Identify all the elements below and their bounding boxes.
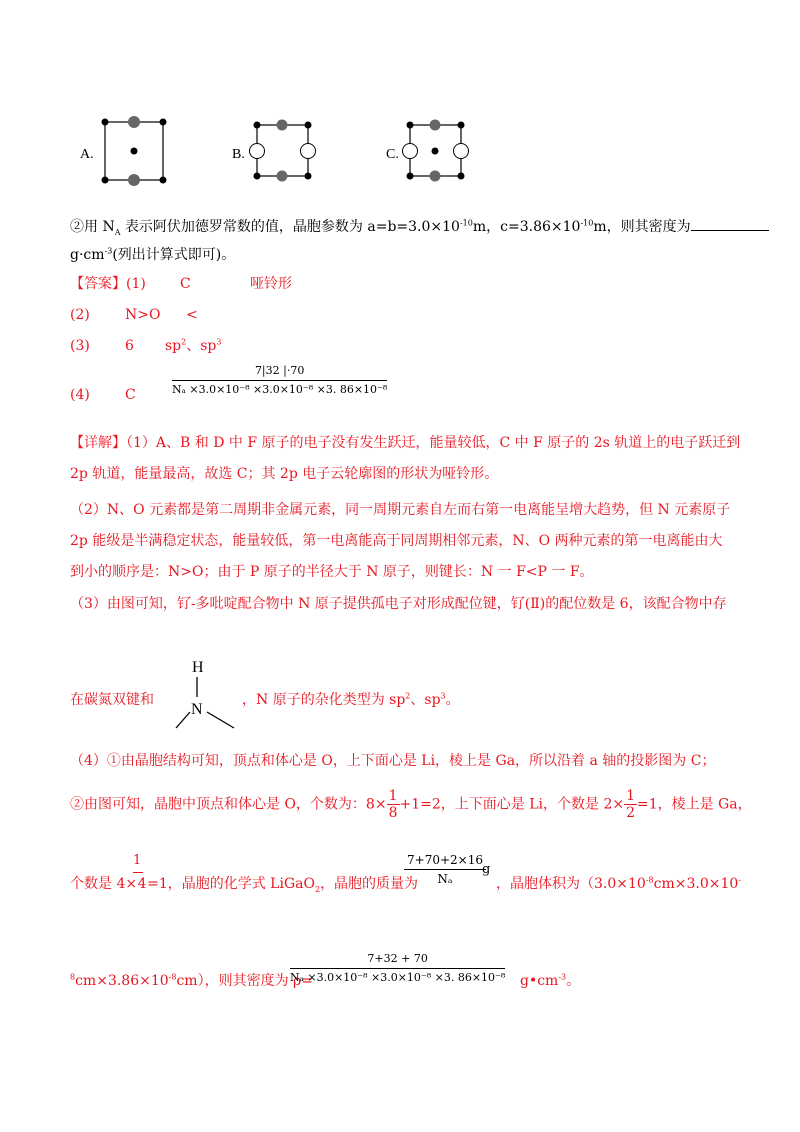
detail-p2-line3: 到小的顺序是：N>O；由于 P 原子的半径大于 N 原子，则键长：N 一 F<P 一 F。 [70, 564, 594, 580]
figure-c-atom [407, 122, 414, 129]
answer-value: C [180, 276, 191, 292]
detail-text: 、sp [410, 692, 441, 708]
nh-structure-figure [172, 655, 242, 735]
answer-number: (4) [70, 387, 90, 403]
density-unit [520, 971, 580, 991]
fraction-numerator: 1 [626, 788, 636, 804]
answer-text: sp [165, 338, 182, 354]
figure-c-atom-white [403, 144, 418, 159]
answer-value: 6 [125, 338, 134, 354]
figure-c-label: C. [386, 147, 399, 162]
detail-p3-line2-end [242, 690, 460, 710]
detail-p4-line2 [70, 788, 752, 821]
detail-text: 。 [445, 692, 460, 708]
figure-a-atom [102, 177, 109, 184]
figure-c-atom-gray [430, 171, 441, 182]
detail-text: +1=2，上下面心是 Li，个数是 2× [399, 796, 625, 813]
detail-label: 【详解】 [70, 435, 126, 451]
fraction-quarter-bar [133, 872, 143, 873]
answer-sup: 2 [181, 337, 187, 347]
detail-p4-line3 [70, 874, 418, 894]
detail-text: g•cm [520, 973, 559, 989]
detail-sup: -3 [558, 972, 567, 982]
fraction-numerator: 7+70+2×16 [404, 851, 486, 870]
answer-sup: 3 [216, 337, 222, 347]
fraction-one-half [624, 788, 637, 821]
fraction-numerator: 7+32 + 70 [290, 950, 505, 969]
detail-p4-line4 [70, 971, 313, 991]
answer-line-1 [70, 274, 146, 294]
detail-text: cm×3.86×10 [75, 973, 169, 989]
detail-text: ，N 原子的杂化类型为 sp [242, 692, 406, 708]
detail-p4-line1: （4）①由晶胞结构可知，顶点和体心是 O，上下面心是 Li，棱上是 Ga，所以沿着 a 轴的投影图为 C； [70, 753, 716, 769]
detail-sup: - [738, 875, 741, 885]
question-text: ②用 N [70, 219, 115, 235]
fraction-denominator: 2 [626, 805, 636, 821]
answer-number: (1) [126, 276, 146, 292]
fraction-denominator: Nₐ ×3.0×10⁻⁸ ×3.0×10⁻⁸ ×3. 86×10⁻⁸ [290, 971, 506, 984]
fraction-numerator: 7|32 |·70 [172, 362, 387, 381]
fraction-denominator: 8 [388, 805, 398, 821]
question-text: (列出计算式即可)。 [112, 247, 236, 263]
figure-b-atom-gray [277, 120, 288, 131]
detail-text: cm），则其密度为 ρ= [176, 973, 313, 989]
answer-density-fraction [172, 362, 387, 399]
figure-c-atom-white [454, 144, 469, 159]
figure-b-atom [254, 122, 261, 129]
fraction-numerator: 1 [388, 788, 398, 804]
detail-text: =1，晶胞的化学式 LiGaO [147, 876, 315, 892]
figure-c-atom [458, 173, 465, 180]
answer-number: (3) [70, 338, 90, 354]
answer-blank [691, 216, 769, 231]
question-text: 表示阿伏加德罗常数的值，晶胞参数为 a=b=3.0×10 [120, 219, 460, 235]
figure-a-atom-gray [128, 174, 140, 186]
detail-sup: 2 [405, 691, 411, 701]
figure-b-label: B. [232, 147, 245, 162]
question-sub: A [114, 227, 121, 237]
figure-a-label: A. [80, 147, 94, 162]
question-sup: -3 [104, 246, 113, 256]
answer-value: 哑铃形 [250, 276, 292, 292]
fraction-quarter-denominator: 4 [137, 876, 147, 892]
answer-text: 、sp [186, 338, 217, 354]
answer-value: C [125, 387, 136, 403]
detail-text: =1，棱上是 Ga， [637, 796, 752, 813]
question-sup: -10 [459, 218, 473, 228]
detail-text: （1）A、B 和 D 中 F 原子的电子没有发生跃迁，能量较低，C 中 F 原子的 2s 轨道上的电子跃迁到 [126, 435, 741, 451]
detail-text: 。 [566, 973, 581, 989]
question-sup: -10 [580, 218, 594, 228]
fraction-quarter-numerator: 1 [133, 853, 142, 868]
detail-text: ，晶胞体积为（3.0×10 [496, 876, 646, 892]
detail-sub: 2 [314, 884, 321, 894]
structure-bond [207, 712, 234, 728]
figure-c-atom-gray [430, 120, 441, 131]
detail-p1-line1 [70, 433, 740, 453]
detail-p4-line3-end [496, 874, 741, 894]
question-text: g·cm [70, 247, 105, 263]
figure-c-atom [458, 122, 465, 129]
answer-label: 【答案】 [70, 276, 126, 292]
figure-a-atom [131, 148, 138, 155]
question-text: m，c=3.86×10 [472, 219, 581, 235]
answer-value: < [186, 307, 198, 323]
question-text: m，则其密度为 [593, 219, 691, 235]
structure-h-label: H [192, 659, 204, 676]
answer-number: (2) [70, 307, 90, 323]
figure-b-atom-white [250, 144, 265, 159]
density-fraction [290, 950, 505, 987]
crystal-projections-figure [70, 105, 490, 195]
structure-bond [176, 712, 190, 728]
detail-sup: 8 [70, 972, 76, 982]
figure-b-atom-gray [277, 171, 288, 182]
detail-sup: 3 [440, 691, 446, 701]
figure-a-atom-gray [128, 116, 140, 128]
figure-b-atom-white [301, 144, 316, 159]
detail-text: cm×3.0×10 [653, 876, 739, 892]
figure-a-atom [160, 177, 167, 184]
detail-text: ，晶胞的质量为 [320, 876, 419, 892]
answer-value: N>O [125, 307, 161, 323]
mass-unit: g [482, 862, 491, 877]
figure-a-atom [160, 119, 167, 126]
figure-c-atom [432, 148, 439, 155]
detail-p3-line2-start: 在碳氮双键和 [70, 692, 154, 708]
fraction-denominator: Nₐ [437, 872, 453, 886]
figure-a-atom [102, 119, 109, 126]
fraction-one-eighth [387, 788, 400, 821]
detail-p2-line2: 2p 能级是半满稳定状态，能量较低，第一电离能高于同周期相邻元素，N、O 两种元素的第一电离能由大 [70, 533, 723, 549]
detail-sup: -8 [645, 875, 654, 885]
detail-p3-line1: （3）由图可知，钌-多吡啶配合物中 N 原子提供孤电子对形成配位键，钌(Ⅱ)的配位数是 6，该配合物中存 [70, 596, 727, 612]
detail-sup: -8 [168, 972, 177, 982]
figure-b-atom [305, 122, 312, 129]
figure-b-atom [305, 173, 312, 180]
question-line-2 [70, 245, 235, 265]
detail-text: 个数是 4× [70, 876, 138, 892]
detail-text: ②由图可知，晶胞中顶点和体心是 O，个数为：8× [70, 796, 387, 813]
figure-b-atom [254, 173, 261, 180]
answer-value [165, 336, 222, 356]
detail-p1-line2: 2p 轨道，能量最高，故选 C；其 2p 电子云轮廓图的形状为哑铃形。 [70, 466, 499, 482]
mass-fraction [404, 851, 486, 888]
figure-c-atom [407, 173, 414, 180]
fraction-denominator: Nₐ ×3.0×10⁻⁸ ×3.0×10⁻⁸ ×3. 86×10⁻⁸ [172, 383, 388, 396]
detail-p2-line1: （2）N、O 元素都是第二周期非金属元素，同一周期元素自左而右第一电离能呈增大趋势，但 N 元素原子 [70, 502, 731, 518]
question-line-1 [70, 216, 769, 237]
structure-n-label: N [191, 701, 203, 718]
